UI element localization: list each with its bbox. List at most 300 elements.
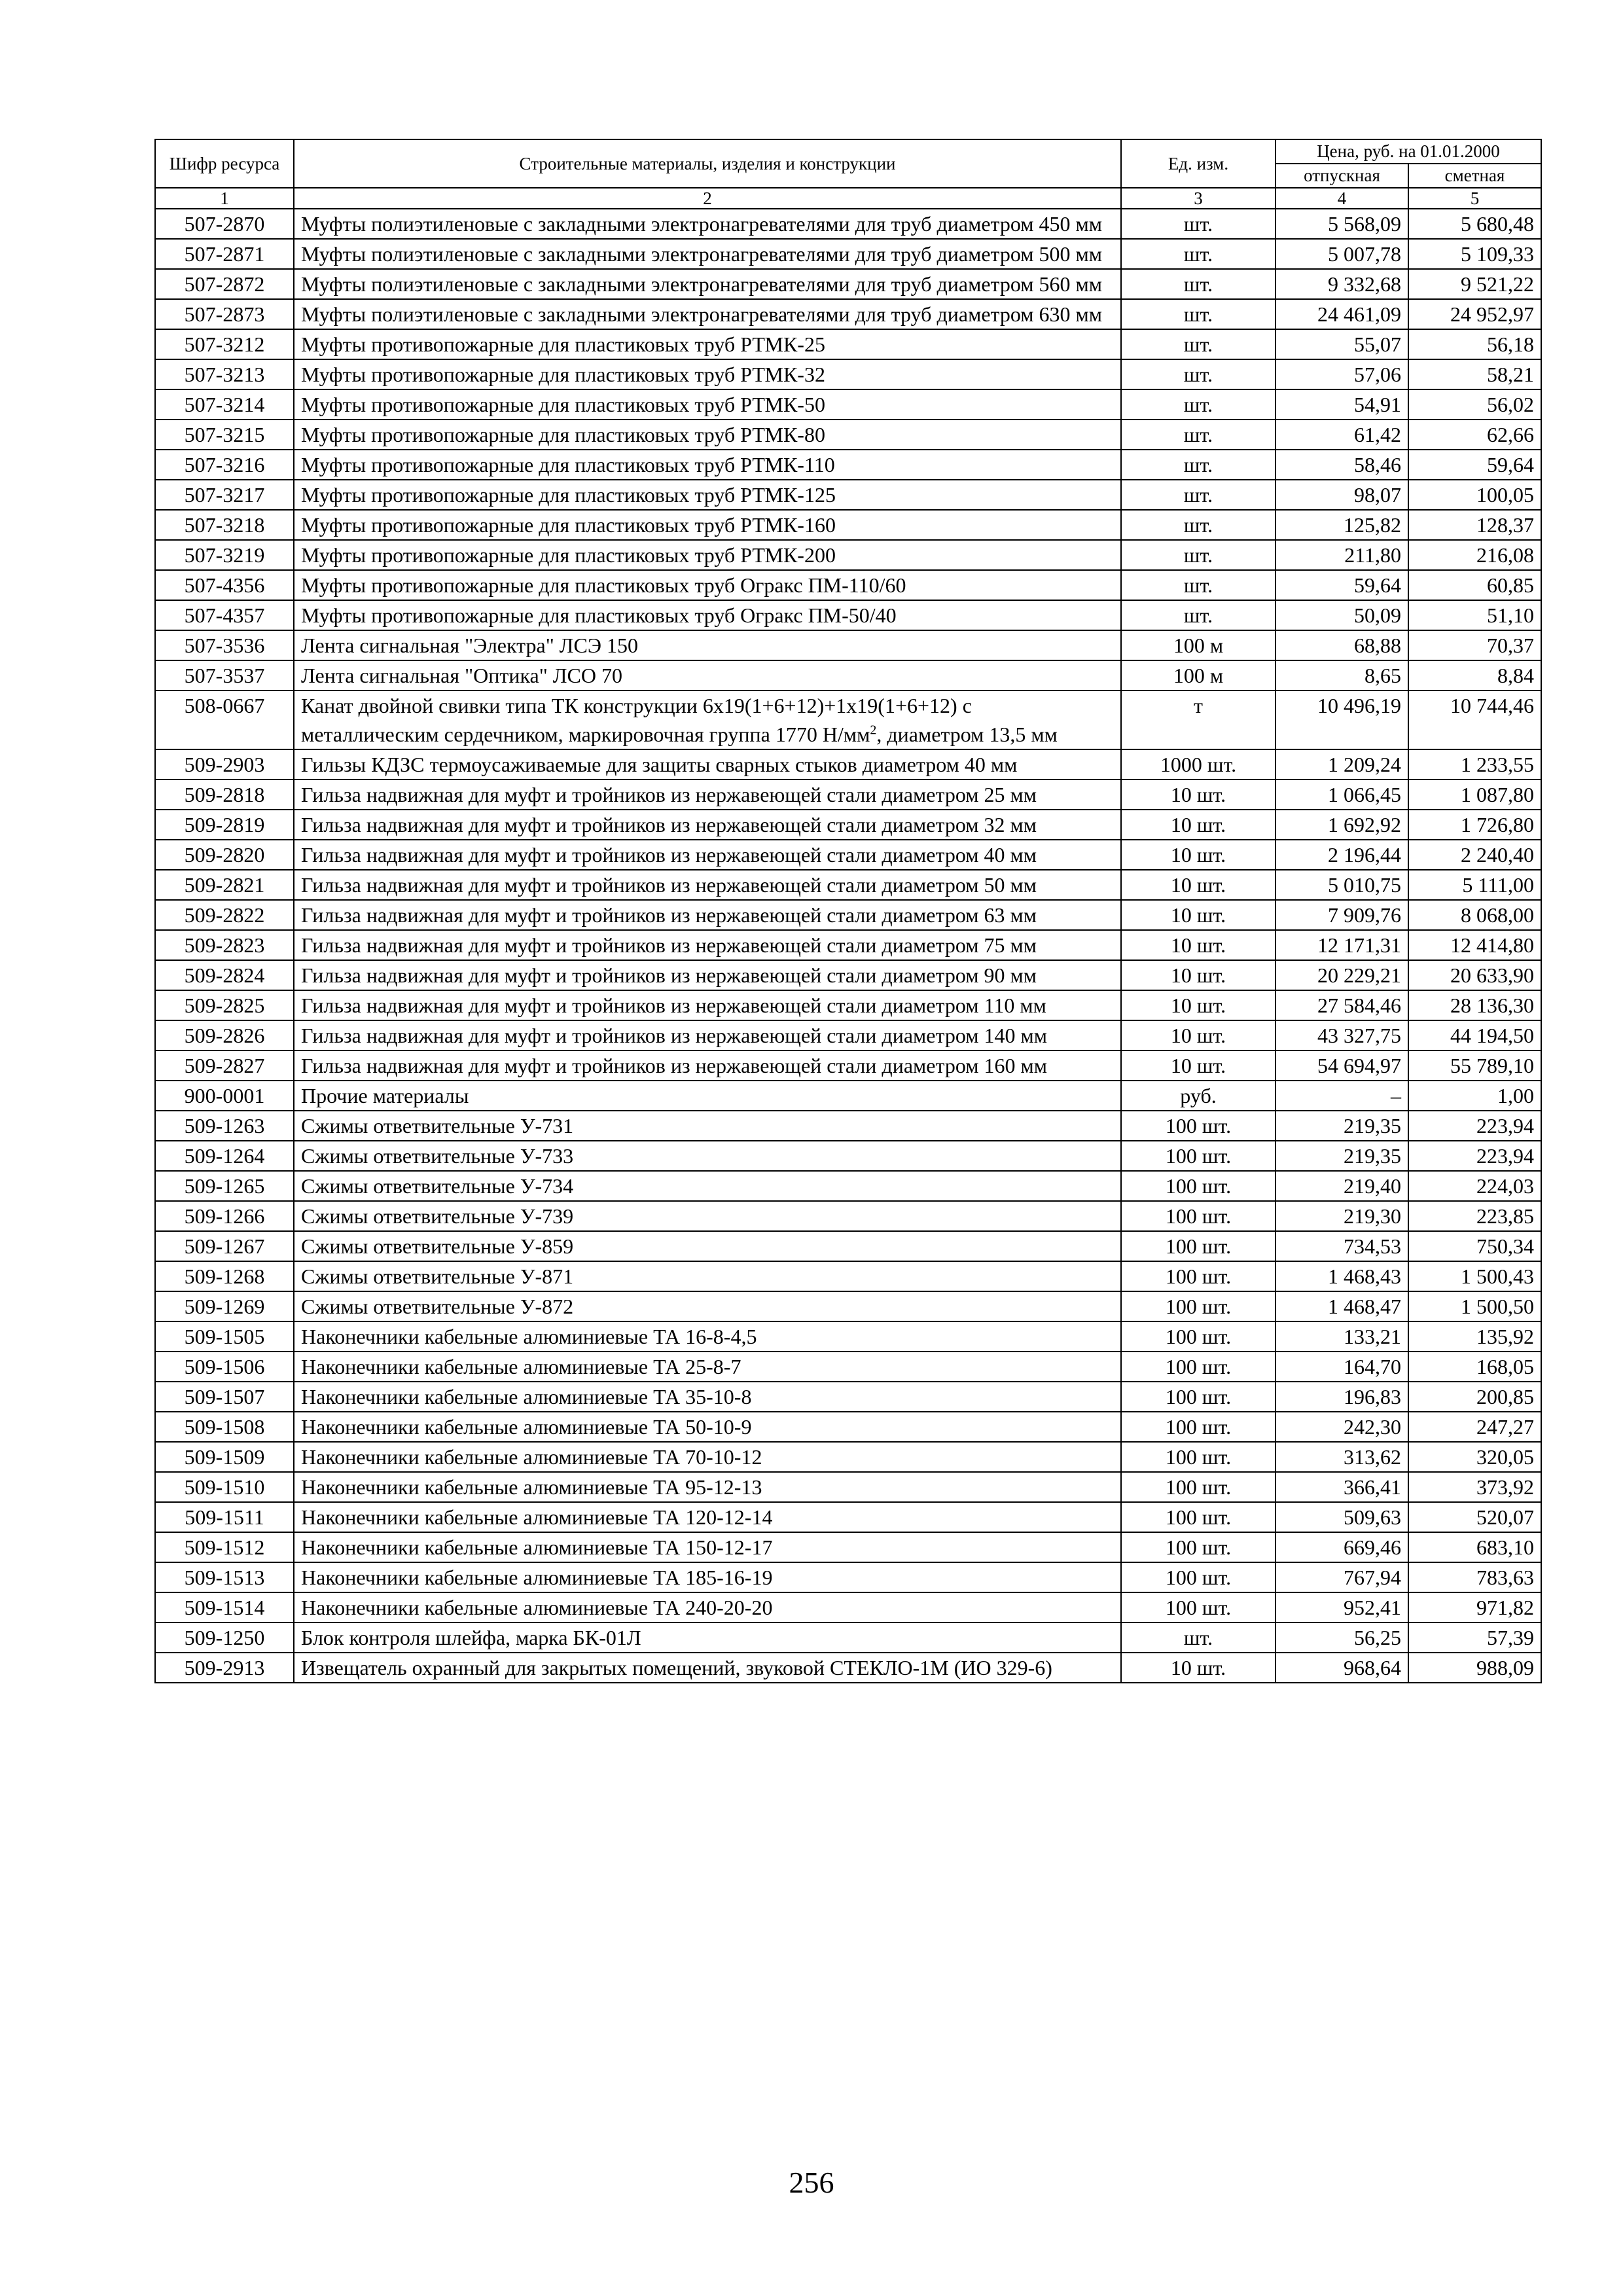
table-row [155,1382,1541,1412]
estimate-price: 58,21 [1408,359,1541,389]
unit-cell: шт. [1121,420,1275,450]
resource-code: 509-2823 [155,930,294,960]
table-row [155,239,1541,269]
unit-cell: 100 шт. [1121,1261,1275,1291]
column-number: 5 [1408,188,1541,209]
material-name: Муфты противопожарные для пластиковых труб РТМК-25 [294,329,1121,359]
release-price: 1 692,92 [1275,810,1408,840]
release-price: 219,35 [1275,1141,1408,1171]
release-price: 734,53 [1275,1231,1408,1261]
estimate-price: 8,84 [1408,660,1541,691]
material-name: Наконечники кабельные алюминиевые ТА 120-12-14 [294,1502,1121,1532]
material-name: Муфты противопожарные для пластиковых труб РТМК-200 [294,540,1121,570]
resource-code: 509-1263 [155,1111,294,1141]
unit-cell: 10 шт. [1121,900,1275,930]
material-name: Гильза надвижная для муфт и тройников из нержавеющей стали диаметром 75 мм [294,930,1121,960]
material-name: Муфты противопожарные для пластиковых труб Огракс ПМ-50/40 [294,600,1121,630]
estimate-price: 1 500,50 [1408,1291,1541,1321]
estimate-price: 988,09 [1408,1653,1541,1683]
unit-cell: 10 шт. [1121,840,1275,870]
unit-cell: 100 м [1121,660,1275,691]
release-price: 767,94 [1275,1562,1408,1592]
release-price: 125,82 [1275,510,1408,540]
table-row [155,540,1541,570]
unit-cell: 100 шт. [1121,1141,1275,1171]
table-row [155,1201,1541,1231]
estimate-price: 1 233,55 [1408,749,1541,780]
release-price: 7 909,76 [1275,900,1408,930]
release-price: 219,40 [1275,1171,1408,1201]
resource-code: 507-3214 [155,389,294,420]
unit-cell: т [1121,691,1275,749]
header-price-group: Цена, руб. на 01.01.2000 [1275,139,1541,164]
unit-cell: 100 шт. [1121,1412,1275,1442]
resource-code: 509-2821 [155,870,294,900]
release-price: 61,42 [1275,420,1408,450]
release-price: 54 694,97 [1275,1050,1408,1081]
estimate-price: 5 109,33 [1408,239,1541,269]
unit-cell: 1000 шт. [1121,749,1275,780]
unit-cell: 100 м [1121,630,1275,660]
material-name: Прочие материалы [294,1081,1121,1111]
estimate-price: 20 633,90 [1408,960,1541,990]
material-name: Сжимы ответвительные У-872 [294,1291,1121,1321]
header-price-release: отпускная [1275,164,1408,188]
header-code: Шифр ресурса [155,139,294,188]
resource-code: 509-2824 [155,960,294,990]
unit-cell: руб. [1121,1081,1275,1111]
unit-cell: шт. [1121,359,1275,389]
resource-code: 509-1508 [155,1412,294,1442]
page-number: 256 [789,2166,834,2199]
unit-cell: шт. [1121,329,1275,359]
material-name: Муфты противопожарные для пластиковых труб РТМК-32 [294,359,1121,389]
estimate-price: 216,08 [1408,540,1541,570]
header-unit: Ед. изм. [1121,139,1275,188]
table-row [155,420,1541,450]
table-row [155,1261,1541,1291]
column-number: 2 [294,188,1121,209]
release-price: 164,70 [1275,1352,1408,1382]
release-price: 43 327,75 [1275,1020,1408,1050]
resource-code: 509-2826 [155,1020,294,1050]
table-row [155,359,1541,389]
material-name: Гильзы КДЗС термоусаживаемые для защиты сварных стыков диаметром 40 мм [294,749,1121,780]
estimate-price: 168,05 [1408,1352,1541,1382]
release-price: – [1275,1081,1408,1111]
unit-cell: 10 шт. [1121,1050,1275,1081]
material-name: Муфты противопожарные для пластиковых труб Огракс ПМ-110/60 [294,570,1121,600]
estimate-price: 44 194,50 [1408,1020,1541,1050]
material-name: Муфты полиэтиленовые с закладными электронагревателями для труб диаметром 560 мм [294,269,1121,299]
release-price: 68,88 [1275,630,1408,660]
header-row [155,139,1541,164]
price-table [154,139,1542,1683]
material-name: Наконечники кабельные алюминиевые ТА 70-10-12 [294,1442,1121,1472]
table-row [155,1171,1541,1201]
table-row [155,810,1541,840]
resource-code: 507-4356 [155,570,294,600]
header-name: Строительные материалы, изделия и конструкции [294,139,1121,188]
release-price: 2 196,44 [1275,840,1408,870]
release-price: 219,35 [1275,1111,1408,1141]
release-price: 211,80 [1275,540,1408,570]
resource-code: 507-4357 [155,600,294,630]
resource-code: 509-1512 [155,1532,294,1562]
table-row [155,960,1541,990]
resource-code: 507-3219 [155,540,294,570]
release-price: 12 171,31 [1275,930,1408,960]
table-row [155,389,1541,420]
resource-code: 509-2822 [155,900,294,930]
resource-code: 509-2820 [155,840,294,870]
unit-cell: 10 шт. [1121,990,1275,1020]
release-price: 1 468,43 [1275,1261,1408,1291]
material-name: Гильза надвижная для муфт и тройников из нержавеющей стали диаметром 110 мм [294,990,1121,1020]
release-price: 219,30 [1275,1201,1408,1231]
unit-cell: 100 шт. [1121,1592,1275,1623]
unit-cell: 100 шт. [1121,1502,1275,1532]
material-name: Сжимы ответвительные У-731 [294,1111,1121,1141]
table-row [155,870,1541,900]
table-row [155,1081,1541,1111]
release-price: 1 066,45 [1275,780,1408,810]
table-row [155,930,1541,960]
material-name: Муфты противопожарные для пластиковых труб РТМК-125 [294,480,1121,510]
resource-code: 507-2873 [155,299,294,329]
unit-cell: 10 шт. [1121,810,1275,840]
material-name: Муфты полиэтиленовые с закладными электронагревателями для труб диаметром 630 мм [294,299,1121,329]
estimate-price: 56,18 [1408,329,1541,359]
resource-code: 509-2913 [155,1653,294,1683]
release-price: 509,63 [1275,1502,1408,1532]
column-number: 1 [155,188,294,209]
release-price: 59,64 [1275,570,1408,600]
unit-cell: шт. [1121,480,1275,510]
table-row [155,990,1541,1020]
estimate-price: 55 789,10 [1408,1050,1541,1081]
table-body [155,209,1541,1683]
material-name: Гильза надвижная для муфт и тройников из нержавеющей стали диаметром 25 мм [294,780,1121,810]
material-name: Муфты полиэтиленовые с закладными электронагревателями для труб диаметром 450 мм [294,209,1121,239]
estimate-price: 2 240,40 [1408,840,1541,870]
material-name: Наконечники кабельные алюминиевые ТА 50-10-9 [294,1412,1121,1442]
material-name: Муфты противопожарные для пластиковых труб РТМК-50 [294,389,1121,420]
resource-code: 507-2872 [155,269,294,299]
release-price: 968,64 [1275,1653,1408,1683]
unit-cell: 100 шт. [1121,1291,1275,1321]
material-name: Наконечники кабельные алюминиевые ТА 95-12-13 [294,1472,1121,1502]
unit-cell: 100 шт. [1121,1321,1275,1352]
release-price: 55,07 [1275,329,1408,359]
resource-code: 507-3217 [155,480,294,510]
material-name: Сжимы ответвительные У-733 [294,1141,1121,1171]
unit-cell: 10 шт. [1121,960,1275,990]
resource-code: 509-2827 [155,1050,294,1081]
table-row [155,480,1541,510]
release-price: 313,62 [1275,1442,1408,1472]
estimate-price: 57,39 [1408,1623,1541,1653]
resource-code: 507-2871 [155,239,294,269]
release-price: 98,07 [1275,480,1408,510]
resource-code: 507-3215 [155,420,294,450]
column-number: 3 [1121,188,1275,209]
estimate-price: 320,05 [1408,1442,1541,1472]
unit-cell: 100 шт. [1121,1382,1275,1412]
estimate-price: 5 111,00 [1408,870,1541,900]
material-name: Муфты противопожарные для пластиковых труб РТМК-160 [294,510,1121,540]
resource-code: 507-3212 [155,329,294,359]
estimate-price: 223,85 [1408,1201,1541,1231]
material-name: Блок контроля шлейфа, марка БК-01Л [294,1623,1121,1653]
estimate-price: 100,05 [1408,480,1541,510]
unit-cell: 10 шт. [1121,1020,1275,1050]
resource-code: 509-1264 [155,1141,294,1171]
resource-code: 507-3537 [155,660,294,691]
unit-cell: шт. [1121,299,1275,329]
unit-cell: 100 шт. [1121,1231,1275,1261]
unit-cell: шт. [1121,1623,1275,1653]
release-price: 952,41 [1275,1592,1408,1623]
unit-cell: 100 шт. [1121,1111,1275,1141]
resource-code: 509-2825 [155,990,294,1020]
table-row [155,691,1541,749]
unit-cell: 10 шт. [1121,780,1275,810]
table-row [155,1050,1541,1081]
release-price: 5 010,75 [1275,870,1408,900]
material-name: Гильза надвижная для муфт и тройников из нержавеющей стали диаметром 40 мм [294,840,1121,870]
material-name: Гильза надвижная для муфт и тройников из нержавеющей стали диаметром 160 мм [294,1050,1121,1081]
unit-cell: шт. [1121,450,1275,480]
unit-cell: 100 шт. [1121,1532,1275,1562]
material-name: Наконечники кабельные алюминиевые ТА 35-10-8 [294,1382,1121,1412]
unit-cell: шт. [1121,239,1275,269]
resource-code: 507-3218 [155,510,294,540]
unit-cell: 10 шт. [1121,870,1275,900]
unit-cell: 100 шт. [1121,1352,1275,1382]
table-row [155,600,1541,630]
release-price: 54,91 [1275,389,1408,420]
unit-cell: 100 шт. [1121,1201,1275,1231]
material-name: Гильза надвижная для муфт и тройников из нержавеющей стали диаметром 50 мм [294,870,1121,900]
estimate-price: 62,66 [1408,420,1541,450]
material-name: Муфты противопожарные для пластиковых труб РТМК-80 [294,420,1121,450]
material-name: Сжимы ответвительные У-739 [294,1201,1121,1231]
estimate-price: 783,63 [1408,1562,1541,1592]
table-row [155,660,1541,691]
material-name: Гильза надвижная для муфт и тройников из нержавеющей стали диаметром 32 мм [294,810,1121,840]
material-name: Гильза надвижная для муфт и тройников из нержавеющей стали диаметром 140 мм [294,1020,1121,1050]
release-price: 5 007,78 [1275,239,1408,269]
estimate-price: 750,34 [1408,1231,1541,1261]
material-name: Наконечники кабельные алюминиевые ТА 150-12-17 [294,1532,1121,1562]
resource-code: 509-2819 [155,810,294,840]
resource-code: 507-3213 [155,359,294,389]
unit-cell: 100 шт. [1121,1562,1275,1592]
estimate-price: 51,10 [1408,600,1541,630]
table-row [155,209,1541,239]
material-name: Наконечники кабельные алюминиевые ТА 25-8-7 [294,1352,1121,1382]
table-row [155,1592,1541,1623]
release-price: 58,46 [1275,450,1408,480]
estimate-price: 128,37 [1408,510,1541,540]
table-row [155,299,1541,329]
release-price: 242,30 [1275,1412,1408,1442]
estimate-price: 1 087,80 [1408,780,1541,810]
resource-code: 509-1510 [155,1472,294,1502]
unit-cell: 100 шт. [1121,1472,1275,1502]
resource-code: 509-1269 [155,1291,294,1321]
release-price: 27 584,46 [1275,990,1408,1020]
material-name: Муфты противопожарные для пластиковых труб РТМК-110 [294,450,1121,480]
release-price: 366,41 [1275,1472,1408,1502]
resource-code: 507-2870 [155,209,294,239]
unit-cell: 100 шт. [1121,1442,1275,1472]
table-row [155,1020,1541,1050]
estimate-price: 59,64 [1408,450,1541,480]
release-price: 20 229,21 [1275,960,1408,990]
release-price: 8,65 [1275,660,1408,691]
unit-cell: шт. [1121,269,1275,299]
estimate-price: 8 068,00 [1408,900,1541,930]
table-row [155,630,1541,660]
estimate-price: 56,02 [1408,389,1541,420]
table-row [155,900,1541,930]
material-name: Наконечники кабельные алюминиевые ТА 185-16-19 [294,1562,1121,1592]
estimate-price: 1 500,43 [1408,1261,1541,1291]
table-row [155,1231,1541,1261]
estimate-price: 5 680,48 [1408,209,1541,239]
resource-code: 509-1266 [155,1201,294,1231]
estimate-price: 520,07 [1408,1502,1541,1532]
superscript-two: 2 [870,723,877,738]
estimate-price: 1 726,80 [1408,810,1541,840]
material-name: Сжимы ответвительные У-734 [294,1171,1121,1201]
column-number-row [155,188,1541,209]
unit-cell: шт. [1121,209,1275,239]
release-price: 1 209,24 [1275,749,1408,780]
table-row [155,1653,1541,1683]
table-row [155,450,1541,480]
resource-code: 509-1514 [155,1592,294,1623]
estimate-price: 70,37 [1408,630,1541,660]
table-row [155,1111,1541,1141]
estimate-price: 971,82 [1408,1592,1541,1623]
release-price: 56,25 [1275,1623,1408,1653]
resource-code: 509-1250 [155,1623,294,1653]
unit-cell: шт. [1121,540,1275,570]
estimate-price: 224,03 [1408,1171,1541,1201]
table-row [155,570,1541,600]
table-row [155,1623,1541,1653]
material-name: Сжимы ответвительные У-859 [294,1231,1121,1261]
table-row [155,1472,1541,1502]
unit-cell: 10 шт. [1121,1653,1275,1683]
release-price: 57,06 [1275,359,1408,389]
unit-cell: шт. [1121,510,1275,540]
table-row [155,329,1541,359]
release-price: 10 496,19 [1275,691,1408,749]
estimate-price: 223,94 [1408,1111,1541,1141]
estimate-price: 683,10 [1408,1532,1541,1562]
material-name: Наконечники кабельные алюминиевые ТА 240-20-20 [294,1592,1121,1623]
resource-code: 507-3536 [155,630,294,660]
estimate-price: 247,27 [1408,1412,1541,1442]
table-row [155,1321,1541,1352]
table-row [155,269,1541,299]
resource-code: 509-1267 [155,1231,294,1261]
release-price: 24 461,09 [1275,299,1408,329]
release-price: 133,21 [1275,1321,1408,1352]
material-name: Муфты полиэтиленовые с закладными электронагревателями для труб диаметром 500 мм [294,239,1121,269]
header-price-estimate: сметная [1408,164,1541,188]
material-name: Лента сигнальная "Электра" ЛСЭ 150 [294,630,1121,660]
material-name: Лента сигнальная "Оптика" ЛСО 70 [294,660,1121,691]
resource-code: 509-1513 [155,1562,294,1592]
material-name: Гильза надвижная для муфт и тройников из нержавеющей стали диаметром 63 мм [294,900,1121,930]
resource-code: 509-1265 [155,1171,294,1201]
estimate-price: 24 952,97 [1408,299,1541,329]
unit-cell: 10 шт. [1121,930,1275,960]
release-price: 9 332,68 [1275,269,1408,299]
release-price: 1 468,47 [1275,1291,1408,1321]
estimate-price: 60,85 [1408,570,1541,600]
resource-code: 508-0667 [155,691,294,749]
resource-code: 509-1507 [155,1382,294,1412]
resource-code: 900-0001 [155,1081,294,1111]
estimate-price: 10 744,46 [1408,691,1541,749]
resource-code: 509-1509 [155,1442,294,1472]
release-price: 5 568,09 [1275,209,1408,239]
table-row [155,1352,1541,1382]
estimate-price: 373,92 [1408,1472,1541,1502]
table-row [155,780,1541,810]
resource-code: 509-2818 [155,780,294,810]
estimate-price: 1,00 [1408,1081,1541,1111]
material-name: Извещатель охранный для закрытых помещений, звуковой СТЕКЛО-1М (ИО 329-6) [294,1653,1121,1683]
table-row [155,1291,1541,1321]
unit-cell: шт. [1121,600,1275,630]
column-number: 4 [1275,188,1408,209]
resource-code: 509-2903 [155,749,294,780]
estimate-price: 200,85 [1408,1382,1541,1412]
table-row [155,1562,1541,1592]
resource-code: 509-1506 [155,1352,294,1382]
release-price: 50,09 [1275,600,1408,630]
material-name: Канат двойной свивки типа ТК конструкции 6х19(1+6+12)+1х19(1+6+12) с металлическим сердечником, маркировочная группа 1770 $Н/мм^2$, диаметром 13,5 мм [294,691,1121,749]
material-name: Наконечники кабельные алюминиевые ТА 16-8-4,5 [294,1321,1121,1352]
estimate-price: 28 136,30 [1408,990,1541,1020]
unit-cell: 100 шт. [1121,1171,1275,1201]
material-name: Сжимы ответвительные У-871 [294,1261,1121,1291]
resource-code: 509-1268 [155,1261,294,1291]
unit-cell: шт. [1121,570,1275,600]
table-row [155,1442,1541,1472]
table-row [155,1502,1541,1532]
estimate-price: 223,94 [1408,1141,1541,1171]
table-row [155,1412,1541,1442]
table-row [155,1141,1541,1171]
resource-code: 507-3216 [155,450,294,480]
table-row [155,749,1541,780]
release-price: 196,83 [1275,1382,1408,1412]
table-row [155,1532,1541,1562]
estimate-price: 135,92 [1408,1321,1541,1352]
unit-cell: шт. [1121,389,1275,420]
estimate-price: 12 414,80 [1408,930,1541,960]
table-row [155,840,1541,870]
estimate-price: 9 521,22 [1408,269,1541,299]
